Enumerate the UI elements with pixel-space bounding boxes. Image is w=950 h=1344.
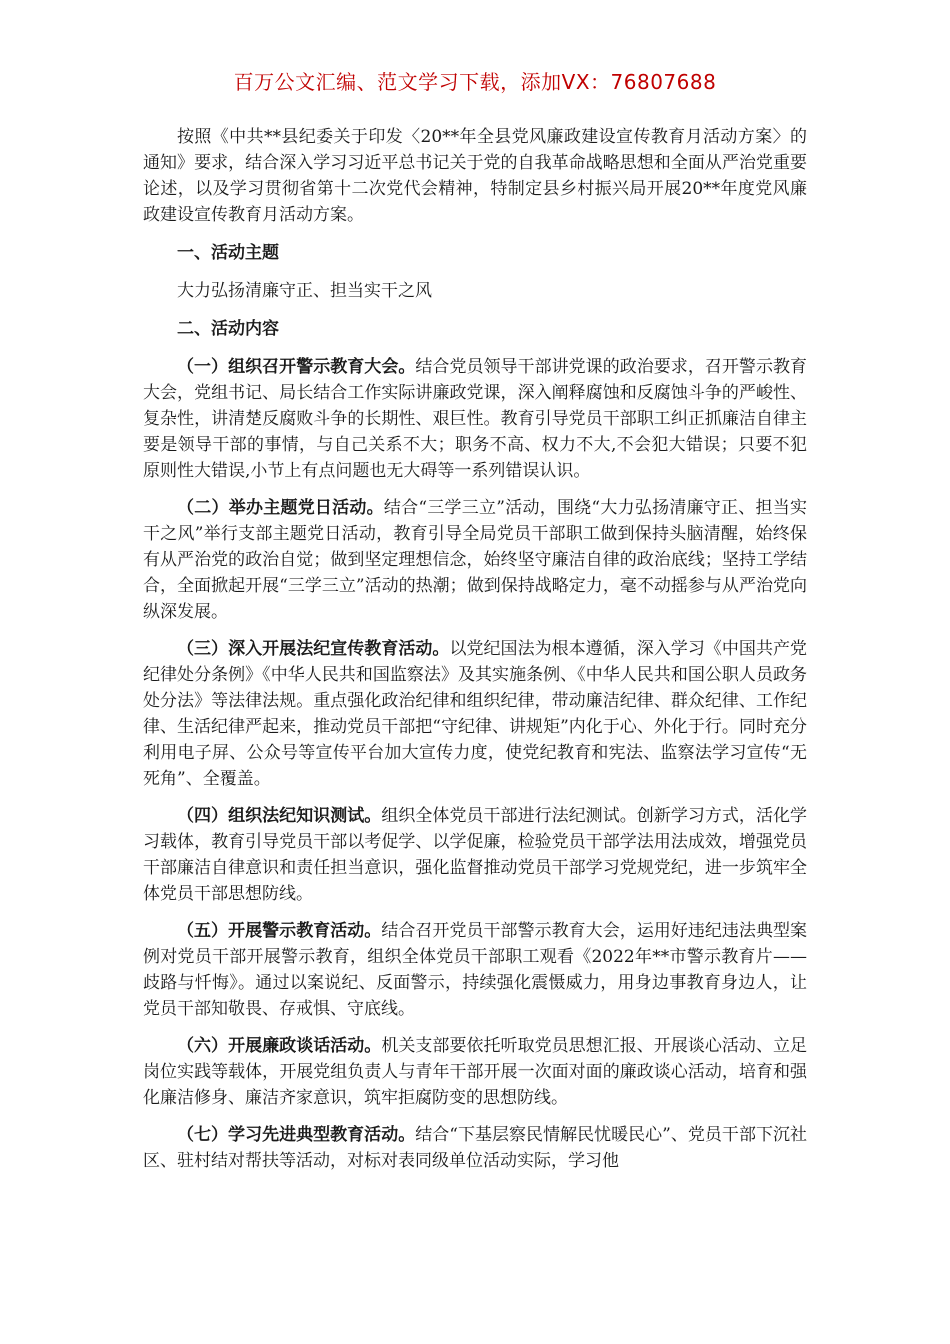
content-item-1 xyxy=(143,354,807,484)
section-1-title: 一、活动主题 xyxy=(177,243,279,263)
item-text: 以党纪国法为根本遵循，深入学习《中国共产党纪律处分条例》《中华人民共和国监察法》及其实施条例、《中华人民共和国公职人员政务处分法》等法律法规。重点强化政治纪律和组织纪律，带动廉洁纪律、群众纪律、工作纪律、生活纪律严起来，推动党员干部把“守纪律、讲规矩”内化于心、外化于行。同时充分利用电子屏、公众号等宣传平台加大宣传力度，使党纪教育和宪法、监察法学习宣传“无死角”、全覆盖。 xyxy=(143,639,808,789)
item-text: 结合“下基层察民情解民忧暖民心”、党员干部下沉社区、驻村结对帮扶等活动，对标对表同级单位活动实际，学习他 xyxy=(143,1125,807,1171)
intro-paragraph: 按照《中共**县纪委关于印发〈20**年全县党风廉政建设宣传教育月活动方案〉的通知》要求，结合深入学习习近平总书记关于党的自我革命战略思想和全面从严治党重要论述，以及学习贯彻省第十二次党代会精神，特制定县乡村振兴局开展20**年度党风廉政建设宣传教育月活动方案。 xyxy=(143,127,807,225)
document-body xyxy=(143,124,807,1185)
item-lead: （一）组织召开警示教育大会。 xyxy=(177,357,416,377)
section-2-title: 二、活动内容 xyxy=(177,319,279,339)
item-lead: （三）深入开展法纪宣传教育活动。 xyxy=(177,639,450,659)
content-item-6 xyxy=(143,1033,807,1111)
item-text: 机关支部要依托听取党员思想汇报、开展谈心活动、立足岗位实践等载体，开展党组负责人与青年干部开展一次面对面的廉政谈心活动，培育和强化廉洁修身、廉洁齐家意识，筑牢拒腐防变的思想防线。 xyxy=(143,1036,808,1108)
item-text: 结合党员领导干部讲党课的政治要求，召开警示教育大会，党组书记、局长结合工作实际讲廉政党课，深入阐释腐蚀和反腐蚀斗争的严峻性、复杂性，讲清楚反腐败斗争的长期性、艰巨性。教育引导党员干部职工纠正抓廉洁自律主要是领导干部的事情，与自己关系不大；职务不高、权力不大,不会犯大错误；只要不犯原则性大错误,小节上有点问题也无大碍等一系列错误认识。 xyxy=(143,357,808,481)
content-item-7 xyxy=(143,1122,807,1174)
item-lead: （五）开展警示教育活动。 xyxy=(177,921,382,941)
header-banner: 百万公文汇编、范文学习下载，添加VX：76807688 xyxy=(233,70,717,94)
content-item-3 xyxy=(143,636,807,792)
item-text: 结合“三学三立”活动，围绕“大力弘扬清廉守正、担当实干之风”举行支部主题党日活动，教育引导全局党员干部职工做到保持头脑清醒，始终保有从严治党的政治自觉；做到坚定理想信念，始终坚守廉洁自律的政治底线；坚持工学结合，全面掀起开展“三学三立”活动的热潮；做到保持战略定力，毫不动摇参与从严治党向纵深发展。 xyxy=(143,498,808,622)
content-item-2 xyxy=(143,495,807,625)
item-lead: （六）开展廉政谈话活动。 xyxy=(177,1036,382,1056)
item-lead: （七）学习先进典型教育活动。 xyxy=(177,1125,416,1145)
item-lead: （二）举办主题党日活动。 xyxy=(177,498,384,518)
item-lead: （四）组织法纪知识测试。 xyxy=(177,806,382,826)
item-text: 结合召开党员干部警示教育大会，运用好违纪违法典型案例对党员干部开展警示教育，组织全体党员干部职工观看《2022年**市警示教育片——歧路与忏悔》。通过以案说纪、反面警示，持续强化震慑威力，用身边事教育身边人，让党员干部知敬畏、存戒惧、守底线。 xyxy=(143,921,808,1019)
content-item-4 xyxy=(143,803,807,907)
section-1-text: 大力弘扬清廉守正、担当实干之风 xyxy=(177,281,432,301)
item-text: 组织全体党员干部进行法纪测试。创新学习方式，活化学习载体，教育引导党员干部以考促学、以学促廉，检验党员干部学法用法成效，增强党员干部廉洁自律意识和责任担当意识，强化监督推动党员干部学习党规党纪，进一步筑牢全体党员干部思想防线。 xyxy=(143,806,808,904)
content-item-5 xyxy=(143,918,807,1022)
